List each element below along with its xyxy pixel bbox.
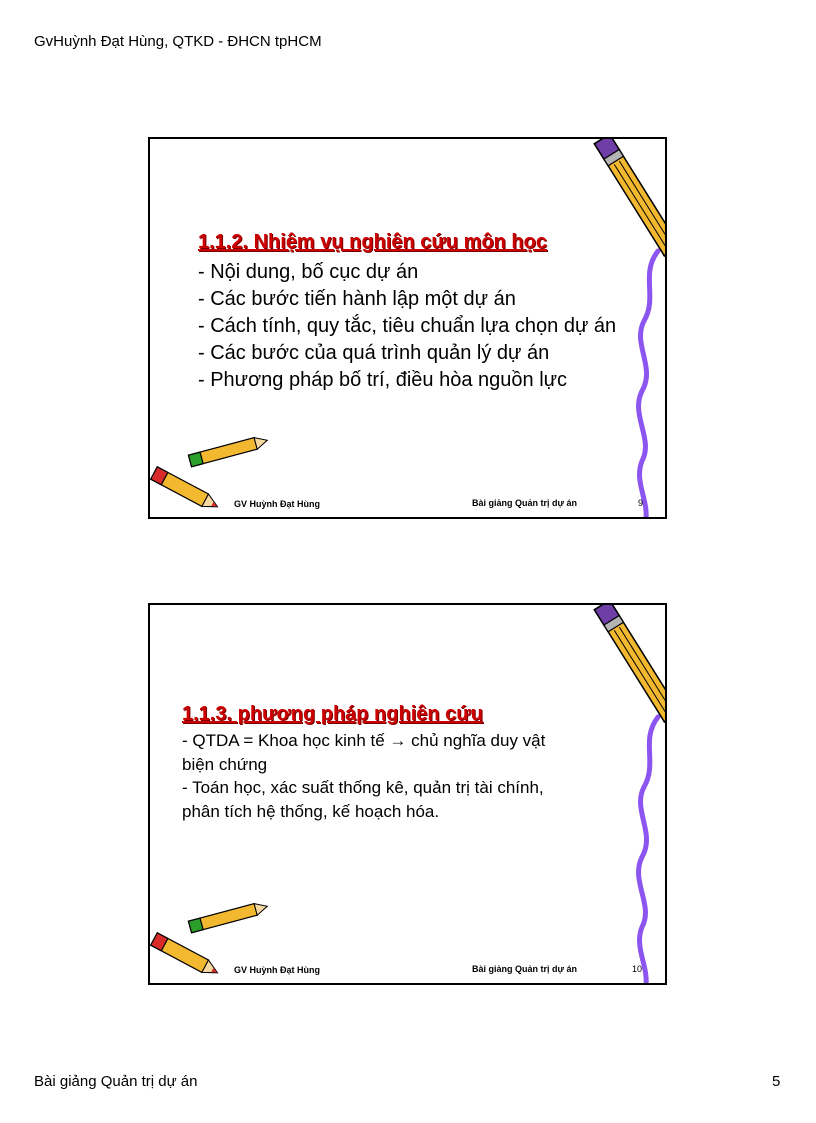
list-item: - Phương pháp bố trí, điều hòa nguồn lực	[198, 369, 568, 391]
list-item: - Các bước của quá trình quản lý dự án	[198, 342, 550, 364]
bullet-list	[182, 729, 545, 823]
list-item: phân tích hệ thống, kế hoạch hóa.	[182, 801, 440, 821]
list-item: - Các bước tiến hành lập một dự án	[198, 288, 516, 310]
slide-footer-author: GV Huỳnh Đạt Hùng	[234, 965, 320, 975]
slide-number: 9	[638, 498, 644, 508]
page-number: 5	[772, 1073, 781, 1090]
page-header: GvHuỳnh Đạt Hùng, QTKD - ĐHCN tpHCM	[34, 33, 322, 50]
slide-footer-author: GV Huỳnh Đạt Hùng	[234, 499, 320, 509]
slide-title: 1.1.3. phương pháp nghiên cứu	[182, 703, 483, 725]
bullet-list	[198, 259, 616, 394]
list-item: - Cách tính, quy tắc, tiêu chuẩn lựa chọn dự án	[198, 315, 617, 337]
slide-footer-course: Bài giảng Quản trị dự án	[472, 964, 578, 974]
slide-number: 10	[632, 964, 643, 974]
slide-title: 1.1.2. Nhiệm vụ nghiên cứu môn học	[198, 231, 547, 253]
page-footer-title: Bài giảng Quản trị dự án	[34, 1073, 198, 1090]
list-item: - Toán học, xác suất thống kê, quản trị tài chính,	[182, 778, 544, 797]
slide-footer-course: Bài giảng Quản trị dự án	[472, 498, 578, 508]
list-item: - Nội dung, bố cục dự án	[198, 261, 419, 283]
list-item: biện chứng	[182, 754, 268, 774]
list-item: - QTDA = Khoa học kinh tế → chủ nghĩa duy vật	[182, 731, 546, 750]
slide-10	[148, 603, 667, 985]
slide-9	[148, 137, 667, 519]
